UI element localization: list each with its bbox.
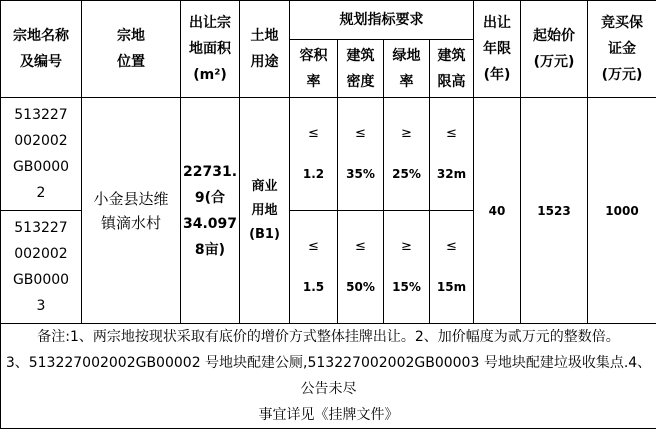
parcel-code: 513227 002002 GB0000 3 [1, 211, 82, 324]
parcel-density: ≤ 35% [338, 98, 384, 211]
remark-line-1: 备注:1、两宗地按现状采取有底价的增价方式整体挂牌出让。2、加价幅度为贰万元的整数倍。 [1, 324, 656, 350]
parcel-land-use: 商业 用地 (B1) [240, 98, 290, 324]
header-term: 出让 年限 (年) [474, 1, 521, 98]
parcel-code: 513227 002002 GB0000 2 [1, 98, 82, 211]
parcel-green: ≥ 15% [384, 211, 430, 324]
header-land-use: 土地 用途 [240, 1, 290, 98]
header-deposit: 竞买保 证金 (万元) [588, 1, 656, 98]
parcel-location: 小金县达维 镇滴水村 [82, 98, 181, 324]
table-row [1, 98, 656, 211]
parcel-height: ≤ 15m [430, 211, 474, 324]
parcel-term: 40 [474, 98, 521, 324]
header-height: 建筑 限高 [430, 40, 474, 98]
header-far: 容积 率 [290, 40, 338, 98]
header-green: 绿地 率 [384, 40, 430, 98]
remark-cell [1, 324, 656, 429]
parcel-far: ≤ 1.5 [290, 211, 338, 324]
header-planning-group: 规划指标要求 [290, 1, 474, 40]
header-density: 建筑 密度 [338, 40, 384, 98]
parcel-area: 22731. 9(合 34.097 8亩) [181, 98, 240, 324]
parcel-height: ≤ 32m [430, 98, 474, 211]
remark-line-3: 事宜详见《挂牌文件》 [1, 402, 656, 428]
parcel-green: ≥ 25% [384, 98, 430, 211]
parcel-density: ≤ 50% [338, 211, 384, 324]
parcel-deposit: 1000 [588, 98, 656, 324]
remark-line-2: 3、513227002002GB00002 号地块配建公厕,513227002002GB00003 号地块配建垃圾收集点.4、公告未尽 [1, 350, 656, 402]
header-area: 出让宗 地面积 (m²) [181, 1, 240, 98]
header-parcel-id: 宗地名称 及编号 [1, 1, 82, 98]
parcel-start-price: 1523 [521, 98, 588, 324]
parcel-far: ≤ 1.2 [290, 98, 338, 211]
header-location: 宗地 位置 [82, 1, 181, 98]
header-start-price: 起始价 (万元) [521, 1, 588, 98]
